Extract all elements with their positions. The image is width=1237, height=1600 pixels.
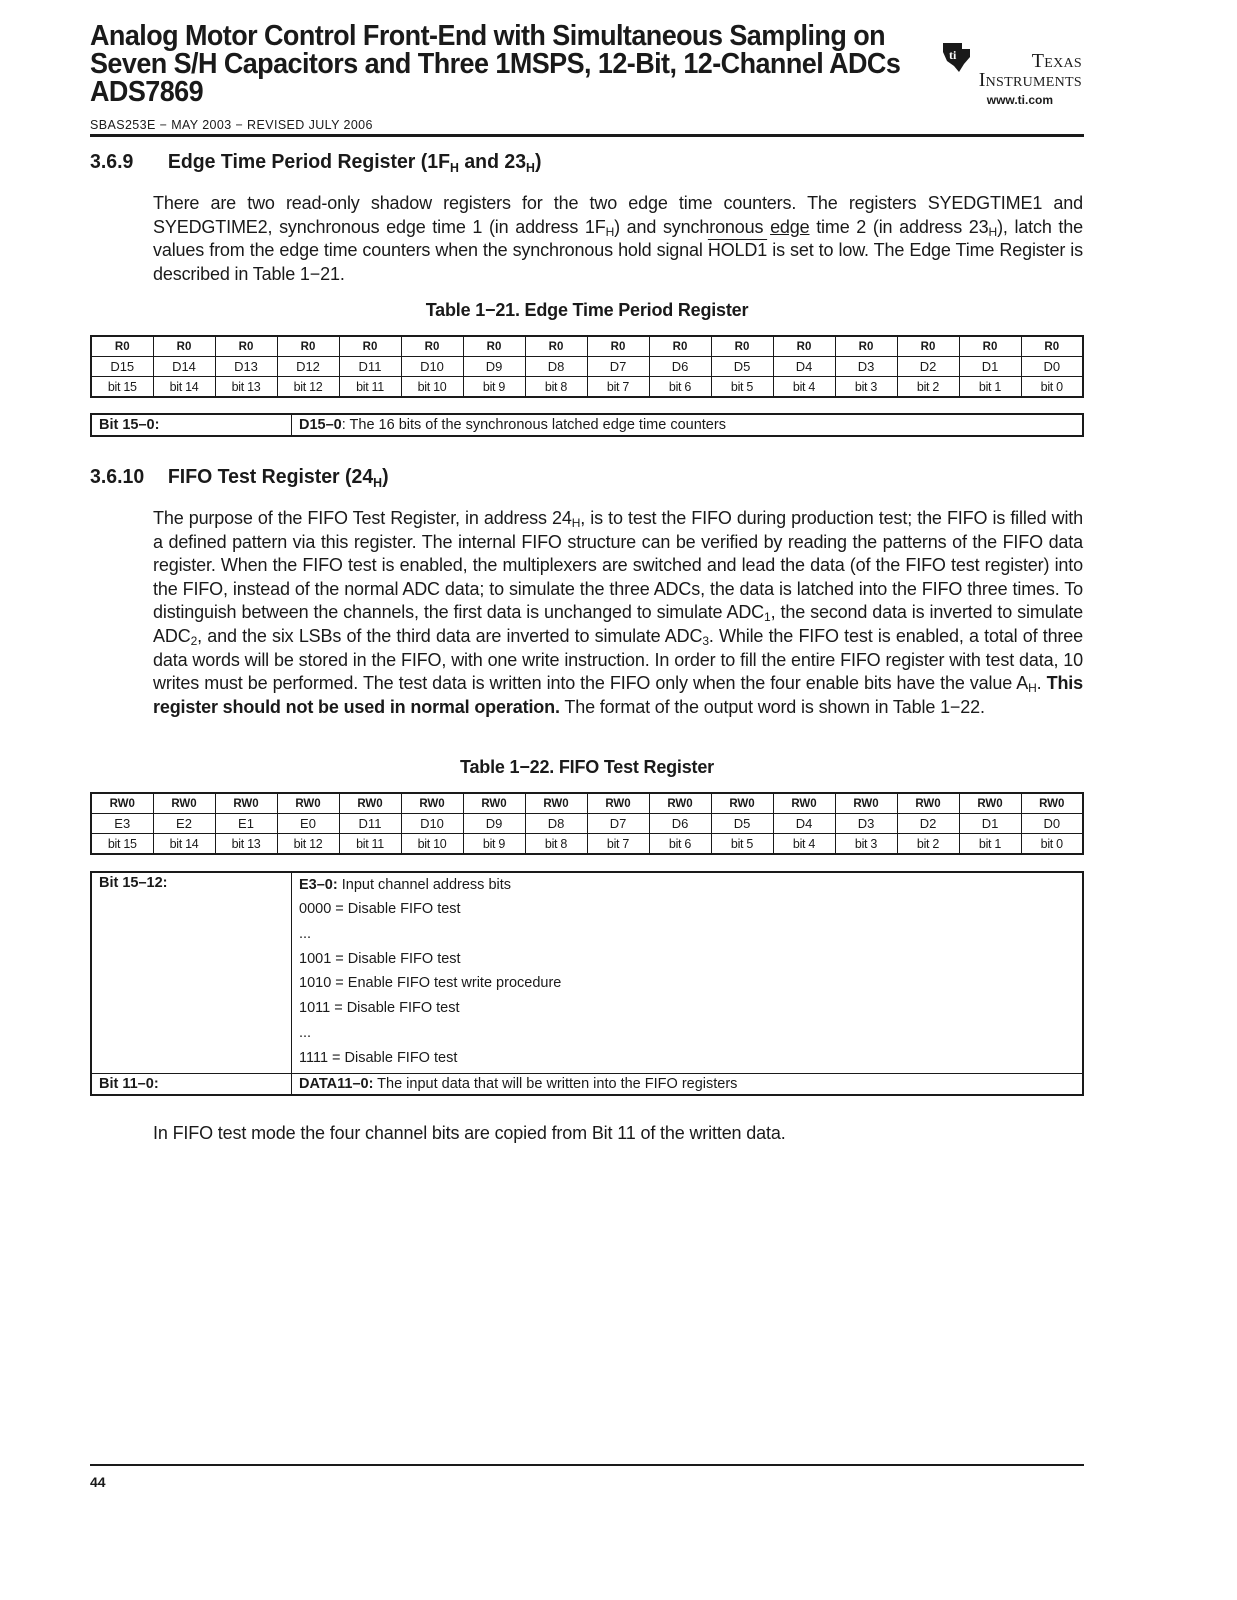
title-line-2: Seven S/H Capacitors and Three 1MSPS, 12-Bit, 12-Channel ADCs <box>90 48 901 80</box>
bit-cell: bit 10 <box>401 377 463 398</box>
access-cell: RW0 <box>649 793 711 814</box>
bit-cell: bit 7 <box>587 377 649 398</box>
bit-cell: bit 11 <box>339 377 401 398</box>
section-heading-edge-time <box>90 150 541 174</box>
hold-signal-name: HOLD1 <box>707 240 768 261</box>
subscript: H <box>988 224 998 239</box>
field-heading <box>299 875 1076 895</box>
access-cell: RW0 <box>897 793 959 814</box>
bit-cell: bit 13 <box>215 834 277 855</box>
bit-number-row <box>91 834 1083 855</box>
fifo-test-register-table <box>90 792 1084 855</box>
subscript: H <box>1028 681 1037 696</box>
text: time 2 (in address 23 <box>809 216 989 237</box>
bit-number-row <box>91 377 1083 398</box>
page-number: 44 <box>90 1474 106 1490</box>
table-1-22-caption: Table 1−22. FIFO Test Register <box>460 757 714 777</box>
warning-text: This register should not be used in normal operation. <box>153 673 1083 717</box>
bit-cell: bit 2 <box>897 834 959 855</box>
access-cell: R0 <box>649 336 711 357</box>
access-cell: R0 <box>1021 336 1083 357</box>
bit-cell: bit 7 <box>587 834 649 855</box>
bit-cell: bit 14 <box>153 834 215 855</box>
field-name: DATA11–0: <box>299 1075 374 1092</box>
code-option: ... <box>299 925 312 942</box>
text: , and the six LSBs of the third data are inverted to simulate ADC <box>197 625 703 646</box>
field-cell: E2 <box>153 814 215 834</box>
section-heading-fifo-test <box>90 465 389 489</box>
svg-text:ti: ti <box>949 48 957 62</box>
field-cell: D15 <box>91 357 153 377</box>
code-option: 1111 = Disable FIFO test <box>299 1049 458 1066</box>
field-cell: D8 <box>525 357 587 377</box>
bit-cell: bit 15 <box>91 377 153 398</box>
field-cell: D9 <box>463 814 525 834</box>
text: , is to test the FIFO during production test; the FIFO is filled with a defined pattern via this register. The internal FIFO structure can be verified by reading the patterns of the FIFO data register. When the FIFO test is enabled, the multiplexers are switched and lead the data (of the FIFO test register) into the FIFO, instead of the normal ADC data; to simulate the three ADCs, the data is latched into the FIFO three times. To distinguish between the channels, the first data is unchanged to simulate ADC <box>153 508 1084 623</box>
field-cell: D5 <box>711 814 773 834</box>
subscript: H <box>373 475 383 490</box>
code-option: 0000 = Disable FIFO test <box>299 901 461 917</box>
bit-cell: bit 12 <box>277 834 339 855</box>
bit-cell: bit 12 <box>277 377 339 398</box>
section-title: Edge Time Period Register (1F <box>167 150 451 173</box>
text: . While the FIFO test is enabled, a total of three data words will be stored in the FIFO, with one write instruction. In order to fill the entire FIFO register with test data, 10 writes must be performed. The test data is written into the FIFO only when the four enable bits have the value A <box>153 625 1083 694</box>
field-cell: D4 <box>773 814 835 834</box>
bit-cell: bit 3 <box>835 834 897 855</box>
bit-cell: bit 9 <box>463 377 525 398</box>
field-cell: D11 <box>339 357 401 377</box>
text: , the second data is inverted to simulate ADC <box>153 602 1084 646</box>
access-cell: R0 <box>215 336 277 357</box>
text: ), latch the values from the edge time counters when the synchronous hold signal <box>153 216 1083 261</box>
field-cell: D7 <box>587 357 649 377</box>
access-cell: RW0 <box>463 793 525 814</box>
table-1-21-caption: Table 1−21. Edge Time Period Register <box>425 300 749 320</box>
code-option: 1010 = Enable FIFO test write procedure <box>299 975 562 992</box>
field-cell: D9 <box>463 357 525 377</box>
field-description: Input channel address bits <box>337 877 512 893</box>
bit-range-label: Bit 15–0: <box>91 414 292 436</box>
field-cell: D14 <box>153 357 215 377</box>
fifo-test-bit-description-table <box>90 871 1084 1096</box>
logo-line-1: Texas <box>1031 50 1082 72</box>
section-title-part: ) <box>534 150 542 173</box>
section-title-part: and 23 <box>458 150 527 173</box>
text: edge <box>770 216 810 237</box>
access-cell: R0 <box>835 336 897 357</box>
access-cell: RW0 <box>587 793 649 814</box>
bit-cell: bit 4 <box>773 377 835 398</box>
section-number: 3.6.10 <box>90 465 145 488</box>
field-cell: D10 <box>401 814 463 834</box>
access-cell: RW0 <box>711 793 773 814</box>
access-cell: R0 <box>897 336 959 357</box>
bit-cell: bit 2 <box>897 377 959 398</box>
access-cell: R0 <box>91 336 153 357</box>
code-option: 1001 = Disable FIFO test <box>299 950 461 967</box>
text: ) and synchronous <box>614 216 771 237</box>
field-cell: D0 <box>1021 357 1083 377</box>
fifo-test-mode-note: In FIFO test mode the four channel bits are copied from Bit 11 of the written data. <box>153 1123 786 1143</box>
field-cell: D0 <box>1021 814 1083 834</box>
access-cell: R0 <box>773 336 835 357</box>
bit-cell: bit 9 <box>463 834 525 855</box>
bit-description <box>292 414 1084 436</box>
bit-cell: bit 0 <box>1021 834 1083 855</box>
access-cell: R0 <box>587 336 649 357</box>
subscript: H <box>605 224 615 239</box>
edge-time-description <box>153 192 1083 286</box>
bit-cell: bit 1 <box>959 834 1021 855</box>
field-name: E3–0: <box>299 877 338 893</box>
access-cell: R0 <box>463 336 525 357</box>
access-cell: RW0 <box>773 793 835 814</box>
subscript: H <box>450 160 459 175</box>
field-cell: D1 <box>959 357 1021 377</box>
bit-cell: bit 3 <box>835 377 897 398</box>
logo-line-2: Instruments <box>978 69 1082 91</box>
website-link[interactable]: www.ti.com <box>986 93 1053 107</box>
access-cell: RW0 <box>91 793 153 814</box>
field-cell: D7 <box>587 814 649 834</box>
subscript: H <box>571 516 581 530</box>
field-row <box>91 814 1083 834</box>
field-cell: D6 <box>649 814 711 834</box>
field-cell: D12 <box>277 357 339 377</box>
bit-cell: bit 1 <box>959 377 1021 398</box>
field-cell: E1 <box>215 814 277 834</box>
text: . <box>1036 673 1047 694</box>
access-cell: R0 <box>711 336 773 357</box>
access-cell: RW0 <box>835 793 897 814</box>
subscript: 2 <box>190 633 198 648</box>
access-cell: RW0 <box>959 793 1021 814</box>
description-row <box>91 1073 1083 1095</box>
bit-range-label: Bit 11–0: <box>91 1073 292 1095</box>
field-description: : The 16 bits of the synchronous latched edge time counters <box>341 417 726 433</box>
field-cell: E0 <box>277 814 339 834</box>
subscript: 3 <box>702 633 709 648</box>
field-cell: D1 <box>959 814 1021 834</box>
logo-wordmark <box>940 52 1082 90</box>
bit-cell: bit 8 <box>525 377 587 398</box>
access-cell: R0 <box>277 336 339 357</box>
field-cell: D5 <box>711 357 773 377</box>
bit-cell: bit 11 <box>339 834 401 855</box>
bit-cell: bit 5 <box>711 377 773 398</box>
section-title-part: ) <box>382 465 389 488</box>
access-row <box>91 793 1083 814</box>
code-option: ... <box>299 1024 312 1041</box>
access-cell: RW0 <box>339 793 401 814</box>
access-cell: RW0 <box>153 793 215 814</box>
field-cell: D2 <box>897 357 959 377</box>
header-rule <box>90 134 1084 137</box>
subscript: 1 <box>764 610 771 625</box>
access-cell: R0 <box>401 336 463 357</box>
field-cell: D13 <box>215 357 277 377</box>
section-number: 3.6.9 <box>90 150 134 173</box>
bit-description <box>292 872 1084 1073</box>
bit-cell: bit 0 <box>1021 377 1083 398</box>
field-cell: D3 <box>835 357 897 377</box>
access-cell: R0 <box>525 336 587 357</box>
access-cell: R0 <box>959 336 1021 357</box>
field-cell: D2 <box>897 814 959 834</box>
section-title: FIFO Test Register (24 <box>167 465 374 488</box>
field-cell: D8 <box>525 814 587 834</box>
access-cell: R0 <box>339 336 401 357</box>
description-row <box>91 414 1083 436</box>
text: There are two read-only shadow registers for the two edge time counters. The registers SYEDGTIME1 and SYEDGTIME2, synchronous edge time 1 (in address 1F <box>153 193 1083 237</box>
field-cell: D11 <box>339 814 401 834</box>
footer-rule <box>90 1464 1084 1466</box>
bit-cell: bit 15 <box>91 834 153 855</box>
access-row <box>91 336 1083 357</box>
bit-range-label: Bit 15–12: <box>91 872 292 1073</box>
bit-cell: bit 6 <box>649 834 711 855</box>
part-number: ADS7869 <box>90 76 204 108</box>
description-row <box>91 872 1083 1073</box>
bit-cell: bit 13 <box>215 377 277 398</box>
title-line-1: Analog Motor Control Front-End with Simultaneous Sampling on <box>90 20 886 52</box>
bit-cell: bit 10 <box>401 834 463 855</box>
field-cell: E3 <box>91 814 153 834</box>
edge-time-bit-description-table <box>90 413 1084 437</box>
field-description: The input data that will be written into the FIFO registers <box>373 1075 738 1092</box>
bit-cell: bit 6 <box>649 377 711 398</box>
field-name: D15–0 <box>299 417 342 433</box>
bit-cell: bit 5 <box>711 834 773 855</box>
fifo-test-description <box>153 507 1083 719</box>
access-cell: RW0 <box>277 793 339 814</box>
access-cell: RW0 <box>525 793 587 814</box>
field-cell: D10 <box>401 357 463 377</box>
access-cell: R0 <box>153 336 215 357</box>
field-cell: D3 <box>835 814 897 834</box>
subscript: H <box>526 160 535 175</box>
text: The format of the output word is shown in Table 1−22. <box>559 696 985 717</box>
bit-cell: bit 4 <box>773 834 835 855</box>
field-row <box>91 357 1083 377</box>
texas-instruments-logo <box>940 40 1090 110</box>
text: is set to low. The Edge Time Register is described in Table 1−21. <box>153 240 1083 284</box>
text: The purpose of the FIFO Test Register, in address 24 <box>153 508 572 528</box>
document-id: SBAS253E − MAY 2003 − REVISED JULY 2006 <box>90 118 373 132</box>
edge-time-register-table <box>90 335 1084 398</box>
access-cell: RW0 <box>215 793 277 814</box>
document-title <box>90 22 920 106</box>
bit-description <box>292 1073 1084 1095</box>
access-cell: RW0 <box>401 793 463 814</box>
bit-cell: bit 14 <box>153 377 215 398</box>
bit-cell: bit 8 <box>525 834 587 855</box>
code-option: 1011 = Disable FIFO test <box>299 1000 460 1017</box>
field-cell: D4 <box>773 357 835 377</box>
access-cell: RW0 <box>1021 793 1083 814</box>
field-cell: D6 <box>649 357 711 377</box>
